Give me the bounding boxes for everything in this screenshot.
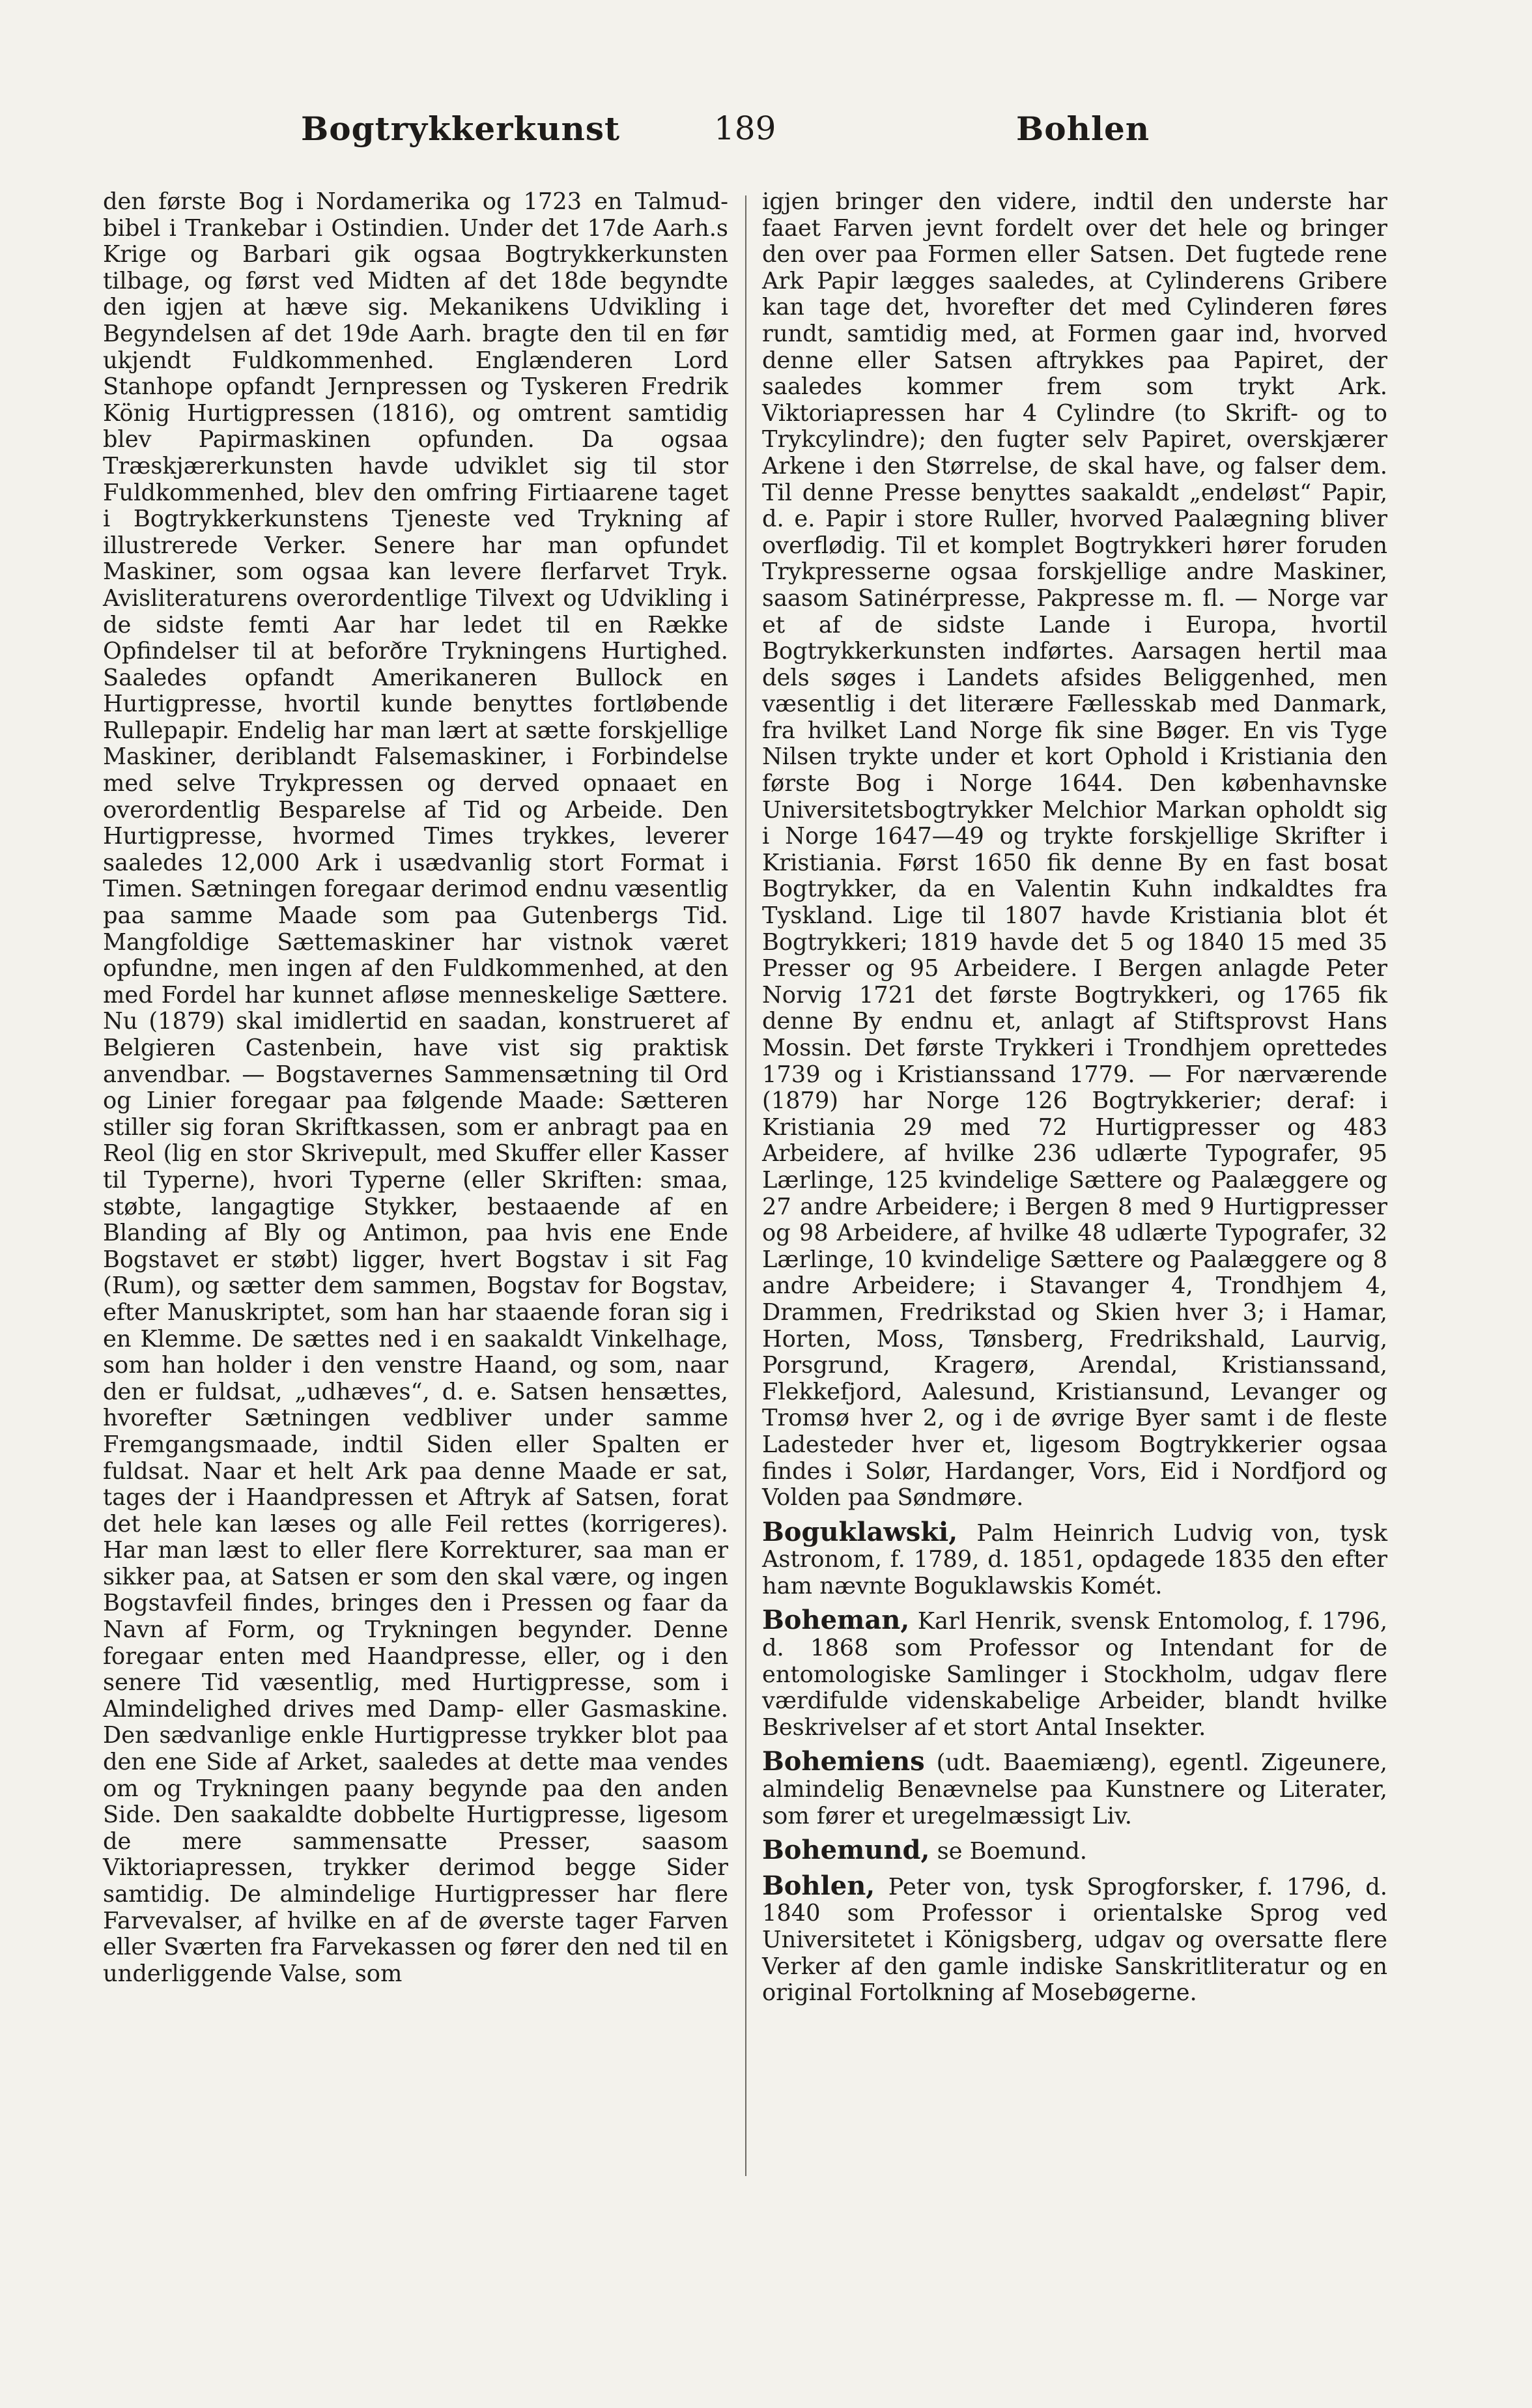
entry-headword: Bohemund, — [762, 1835, 930, 1866]
entry-text: se Boemund. — [937, 1838, 1087, 1865]
header-left-keyword: Bogtrykkerkunst — [301, 109, 621, 148]
entry — [762, 1837, 1387, 1865]
entry — [762, 1607, 1387, 1741]
article-text-left: den første Bog i Nordamerika og 1723 en Talmud-bibel i Trankebar i Ostindien. Under det 17de Aarh.s Krige og Barbari gik ogsaa Bogtrykkerkunsten tilbage, og først ved Midten af det 18de begyndte den igjen at hæve sig. Mekanikens Udvikling i Begyndelsen af det 19de Aarh. bragte den til en før ukjendt Fuldkommenhed. Englænderen Lord Stanhope opfandt Jernpressen og Tyskeren Fredrik König Hurtigpressen (1816), og omtrent samtidig blev Papirmaskinen opfunden. Da ogsaa Træskjærerkunsten havde udviklet sig til stor Fuldkommenhed, blev den omfring Firtiaarene taget i Bogtrykkerkunstens Tjeneste ved Trykning af illustrerede Verker. Senere har man opfundet Maskiner, som ogsaa kan levere flerfarvet Tryk. Avisliteraturens overordentlige Tilvext og Udvikling i de sidste femti Aar har ledet til en Række Opfindelser til at beforðre Trykningens Hurtighed. Saaledes opfandt Amerikaneren Bullock en Hurtigpresse, hvortil kunde benyttes fortløbende Rullepapir. Endelig har man lært at sætte forskjellige Maskiner, deriblandt Falsemaskiner, i Forbindelse med selve Trykpressen og derved opnaaet en overordentlig Besparelse af Tid og Arbeide. Den Hurtigpresse, hvormed Times trykkes, leverer saaledes 12,000 Ark i usædvanlig stort Format i Timen. Sætningen foregaar derimod endnu væsentlig paa samme Maade som paa Gutenbergs Tid. Mangfoldige Sættemaskiner har vistnok været opfundne, men ingen af den Fuldkommenhed, at den med Fordel har kunnet afløse menneskelige Sættere. Nu (1879) skal imidlertid en saadan, konstrueret af Belgieren Castenbein, have vist sig praktisk anvendbar. — Bogstavernes Sammensætning til Ord og Linier foregaar paa følgende Maade: Sætteren stiller sig foran Skriftkassen, som er anbragt paa en Reol (lig en stor Skrivepult, med Skuffer eller Kasser til Typerne), hvori Typerne (eller Skriften: smaa, støbte, langagtige Stykker, bestaaende af en Blanding af Bly og Antimon, paa hvis ene Ende Bogstavet er støbt) ligger, hvert Bogstav i sit Fag (Rum), og sætter dem sammen, Bogstav for Bogstav, efter Manuskriptet, som han har staaende foran sig i en Klemme. De sættes ned i en saakaldt Vinkelhage, som han holder i den venstre Haand, og som, naar den er fuldsat, „udhæves“, d. e. Satsen hensættes, hvorefter Sætningen vedbliver under samme Fremgangsmaade, indtil Siden eller Spalten er fuldsat. Naar et helt Ark paa denne Maade er sat, tages der i Haandpressen et Aftryk af Satsen, forat det hele kan læses og alle Feil rettes (korrigeres). Har man læst to eller flere Korrekturer, saa man er sikker paa, at Satsen er som den skal være, og ingen Bogstavfeil findes, bringes den i Pressen og faar da Navn af Form, og Trykningen begynder. Denne foregaar enten med Haandpresse, eller, og i den senere Tid væsentlig, med Hurtigpresse, som i Almindelighed drives med Damp- eller Gasmaskine. Den sædvanlige enkle Hurtigpresse trykker blot paa den ene Side af Arket, saaledes at dette maa vendes om og Trykningen paany begynde paa den anden Side. Den saakaldte dobbelte Hurtigpresse, ligesom de mere sammensatte Presser, saasom Viktoriapressen, trykker derimod begge Sider samtidig. De almindelige Hurtigpresser har flere Farvevalser, af hvilke en af de øverste tager Farven eller Sværten fra Farvekassen og fører den ned til en underliggende Valse, som — [103, 188, 728, 1987]
article-text-right: igjen bringer den videre, indtil den underste har faaet Farven jevnt fordelt over det hele og bringer den over paa Formen eller Satsen. Det fugtede rene Ark Papir lægges saaledes, at Cylinderens Gribere kan tage det, hvorefter det med Cylinderen føres rundt, samtidig med, at Formen gaar ind, hvorved denne eller Satsen aftrykkes paa Papiret, der saaledes kommer frem som trykt Ark. Viktoriapressen har 4 Cylindre (to Skrift- og to Trykcylindre); den fugter selv Papiret, overskjærer Arkene i den Størrelse, de skal have, og falser dem. Til denne Presse benyttes saakaldt „endeløst“ Papir, d. e. Papir i store Ruller, hvorved Paalægning bliver overflødig. Til et komplet Bogtrykkeri hører foruden Trykpresserne ogsaa forskjellige andre Maskiner, saasom Satinérpresse, Pakpresse m. fl. — Norge var et af de sidste Lande i Europa, hvortil Bogtrykkerkunsten indførtes. Aarsagen hertil maa dels søges i Landets afsides Beliggenhed, men væsentlig i det literære Fællesskab med Danmark, fra hvilket Land Norge fik sine Bøger. En vis Tyge Nilsen trykte under et kort Ophold i Kristiania den første Bog i Norge 1644. Den københavnske Universitetsbogtrykker Melchior Markan opholdt sig i Norge 1647—49 og trykte forskjellige Skrifter i Kristiania. Først 1650 fik denne By en fast bosat Bogtrykker, da en Valentin Kuhn indkaldtes fra Tyskland. Lige til 1807 havde Kristiania blot ét Bogtrykkeri; 1819 havde det 5 og 1840 15 med 35 Presser og 95 Arbeidere. I Bergen anlagde Peter Norvig 1721 det første Bogtrykkeri, og 1765 fik denne By endnu et, anlagt af Stiftsprovst Hans Mossin. Det første Trykkeri i Trondhjem oprettedes 1739 og i Kristianssand 1779. — For nærværende (1879) har Norge 126 Bogtrykkerier; deraf: i Kristiania 29 med 72 Hurtigpresser og 483 Arbeidere, af hvilke 236 udlærte Typografer, 95 Lærlinge, 125 kvindelige Sættere og Paalæggere og 27 andre Arbeidere; i Bergen 8 med 9 Hurtigpresser og 98 Arbeidere, af hvilke 48 udlærte Typografer, 32 Lærlinge, 10 kvindelige Sættere og Paalæggere og 8 andre Arbeidere; i Stavanger 4, Trondhjem 4, Drammen, Fredrikstad og Skien hver 3; i Hamar, Horten, Moss, Tønsberg, Fredrikshald, Laurvig, Porsgrund, Kragerø, Arendal, Kristianssand, Flekkefjord, Aalesund, Kristiansund, Levanger og Tromsø hver 2, og i de øvrige Byer samt i de fleste Ladesteder hver et, ligesom Bogtrykkerier ogsaa findes i Solør, Hardanger, Vors, Eid i Nordfjord og Volden paa Søndmøre. — [762, 188, 1387, 1512]
entry — [762, 1870, 1387, 2007]
entry — [762, 1746, 1387, 1829]
entry-text: Karl Henrik, svensk Entomolog, f. 1796, d. 1868 som Professor og Intendant for de entomologiske Samlinger i Stockholm, udgav flere værdifulde videnskabelige Arbeider, blandt hvilke Beskrivelser af et stort Antal Insekter. — [762, 1608, 1388, 1741]
header-right-keyword: Bohlen — [1016, 109, 1150, 148]
entry-headword: Boguklawski, — [762, 1516, 958, 1547]
left-column — [103, 189, 728, 1987]
entry-headword: Bohlen, — [762, 1870, 875, 1901]
entry-text: Palm Heinrich Ludvig von, tysk Astronom, f. 1789, d. 1851, opdagede 1835 den efter ham nævnte Boguklawskis Komét. — [762, 1519, 1387, 1599]
entry-text: Peter von, tysk Sprogforsker, f. 1796, d. 1840 som Professor i orientalske Sprog ved Universitetet i Königsberg, udgav og oversatte flere Verker af den gamle indiske Sanskritliteratur og en original Fortolkning af Mosebøgerne. — [762, 1873, 1387, 2007]
entry-headword: Bohemiens — [762, 1746, 925, 1777]
right-column — [762, 189, 1387, 2007]
column-divider — [745, 195, 746, 2176]
entry-headword: Boheman, — [762, 1605, 910, 1636]
running-header — [98, 109, 1413, 168]
page-number: 189 — [714, 109, 776, 147]
entry — [762, 1516, 1387, 1600]
entry-text: (udt. Baaemiæng), egentl. Zigeunere, almindelig Benævnelse paa Kunstnere og Literater, som fører et uregelmæssigt Liv. — [762, 1749, 1387, 1829]
